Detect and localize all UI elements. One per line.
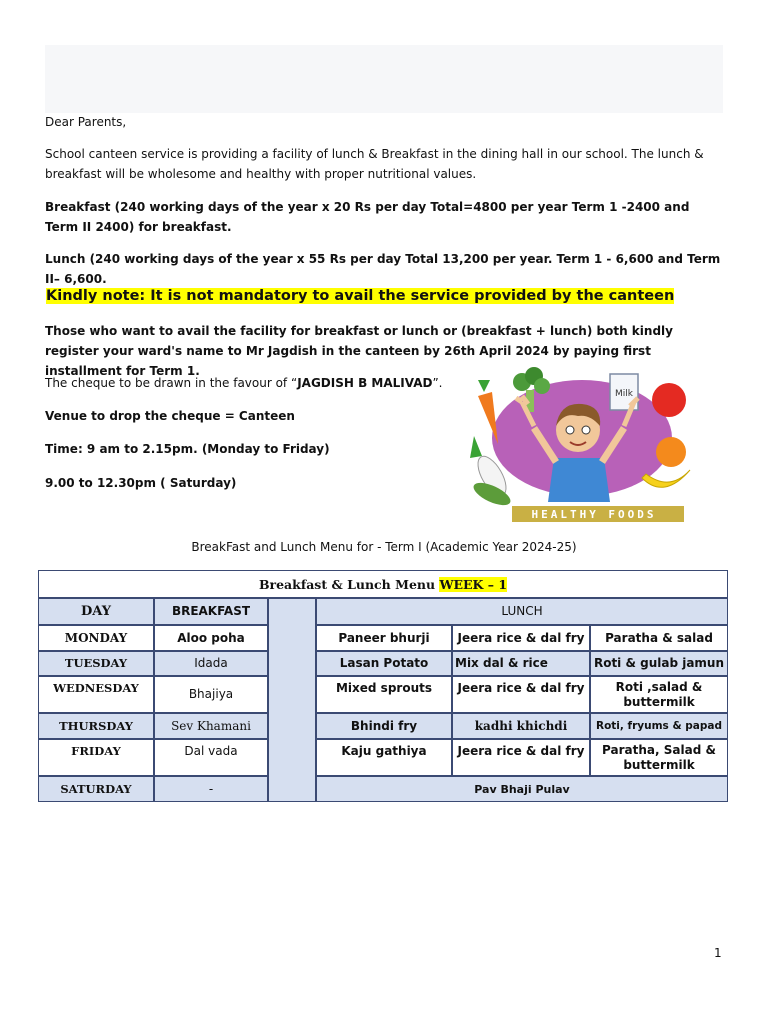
page-number: 1 <box>714 946 722 960</box>
breakfast-cell: - <box>154 776 268 802</box>
lunch-cell: kadhi khichdi <box>452 713 590 739</box>
breakfast-cell: Bhajiya <box>154 676 268 713</box>
header-day: DAY <box>38 598 154 625</box>
lunch-cell-saturday: Pav Bhaji Pulav <box>316 776 728 802</box>
menu-title-week: WEEK – 1 <box>439 576 508 592</box>
lunch-cell: Roti ,salad & buttermilk <box>590 676 728 713</box>
lunch-cell: Paratha, Salad & buttermilk <box>590 739 728 776</box>
menu-caption: BreakFast and Lunch Menu for - Term I (Academic Year 2024-25) <box>191 540 577 554</box>
lunch-cell: Mix dal & rice <box>452 651 590 676</box>
time-saturday: 9.00 to 12.30pm ( Saturday) <box>45 476 237 490</box>
lunch-cell: Bhindi fry <box>316 713 452 739</box>
lunch-cell: Lasan Potato <box>316 651 452 676</box>
menu-table-title <box>38 570 728 598</box>
milk-label: Milk <box>615 389 633 399</box>
orange-icon <box>656 437 686 467</box>
register-paragraph: Those who want to avail the facility for breakfast or lunch or (breakfast + lunch) both kindly register your ward's name to Mr Jagdish in the canteen by 26th April 2024 by paying first installment for Term 1. <box>45 324 673 378</box>
day-cell: FRIDAY <box>38 739 154 776</box>
time-weekday: Time: 9 am to 2.15pm. (Monday to Friday) <box>45 442 330 456</box>
header-band <box>45 45 723 113</box>
day-cell: SATURDAY <box>38 776 154 802</box>
lunch-cell: Kaju gathiya <box>316 739 452 776</box>
lunch-cell: Mixed sprouts <box>316 676 452 713</box>
lunch-cell: Jeera rice & dal fry <box>452 739 590 776</box>
greeting: Dear Parents, <box>45 115 127 129</box>
cheque-prefix: The cheque to be drawn in the favour of “ <box>45 376 298 390</box>
day-cell: WEDNESDAY <box>38 676 154 713</box>
carrot-icon <box>478 380 498 444</box>
venue-line: Venue to drop the cheque = Canteen <box>45 409 295 423</box>
lunch-fee: Lunch (240 working days of the year x 55 Rs per day Total 13,200 per year. Term 1 - 6,600 and Term II– 6,600. <box>45 252 721 286</box>
breakfast-cell: Sev Khamani <box>154 713 268 739</box>
lunch-cell: Paneer bhurji <box>316 625 452 651</box>
cheque-payee: JAGDISH B MALIVAD <box>297 376 433 390</box>
lunch-cell: Paratha & salad <box>590 625 728 651</box>
breakfast-cell: Dal vada <box>154 739 268 776</box>
lunch-cell: Roti, fryums & papad <box>590 713 728 739</box>
lunch-cell: Jeera rice & dal fry <box>452 676 590 713</box>
mandatory-note <box>45 285 675 307</box>
lunch-cell: Roti & gulab jamun <box>590 651 728 676</box>
day-cell: TUESDAY <box>38 651 154 676</box>
breakfast-fee: Breakfast (240 working days of the year x 20 Rs per day Total=4800 per year Term 1 -2400 and Term II 2400) for breakfast. <box>45 200 690 234</box>
mandatory-note-text: Kindly note: It is not mandatory to avail the service provided by the canteen <box>46 288 675 304</box>
breakfast-cell: Aloo poha <box>154 625 268 651</box>
healthy-foods-text: HEALTHY FOODS <box>531 508 657 521</box>
breakfast-cell: Idada <box>154 651 268 676</box>
spacer-column <box>268 598 316 802</box>
intro-paragraph: School canteen service is providing a facility of lunch & Breakfast in the dining hall in our school. The lunch & breakfast will be wholesome and healthy with proper nutritional values. <box>45 147 704 181</box>
healthy-food-illustration <box>464 366 694 526</box>
lunch-cell: Jeera rice & dal fry <box>452 625 590 651</box>
menu-title-text: Breakfast & Lunch Menu <box>258 576 436 592</box>
apple-icon <box>652 383 686 417</box>
header-lunch: LUNCH <box>316 598 728 625</box>
day-cell: MONDAY <box>38 625 154 651</box>
day-cell: THURSDAY <box>38 713 154 739</box>
header-breakfast: BREAKFAST <box>154 598 268 625</box>
cheque-suffix: ”. <box>432 376 443 390</box>
cheque-line <box>45 374 443 392</box>
